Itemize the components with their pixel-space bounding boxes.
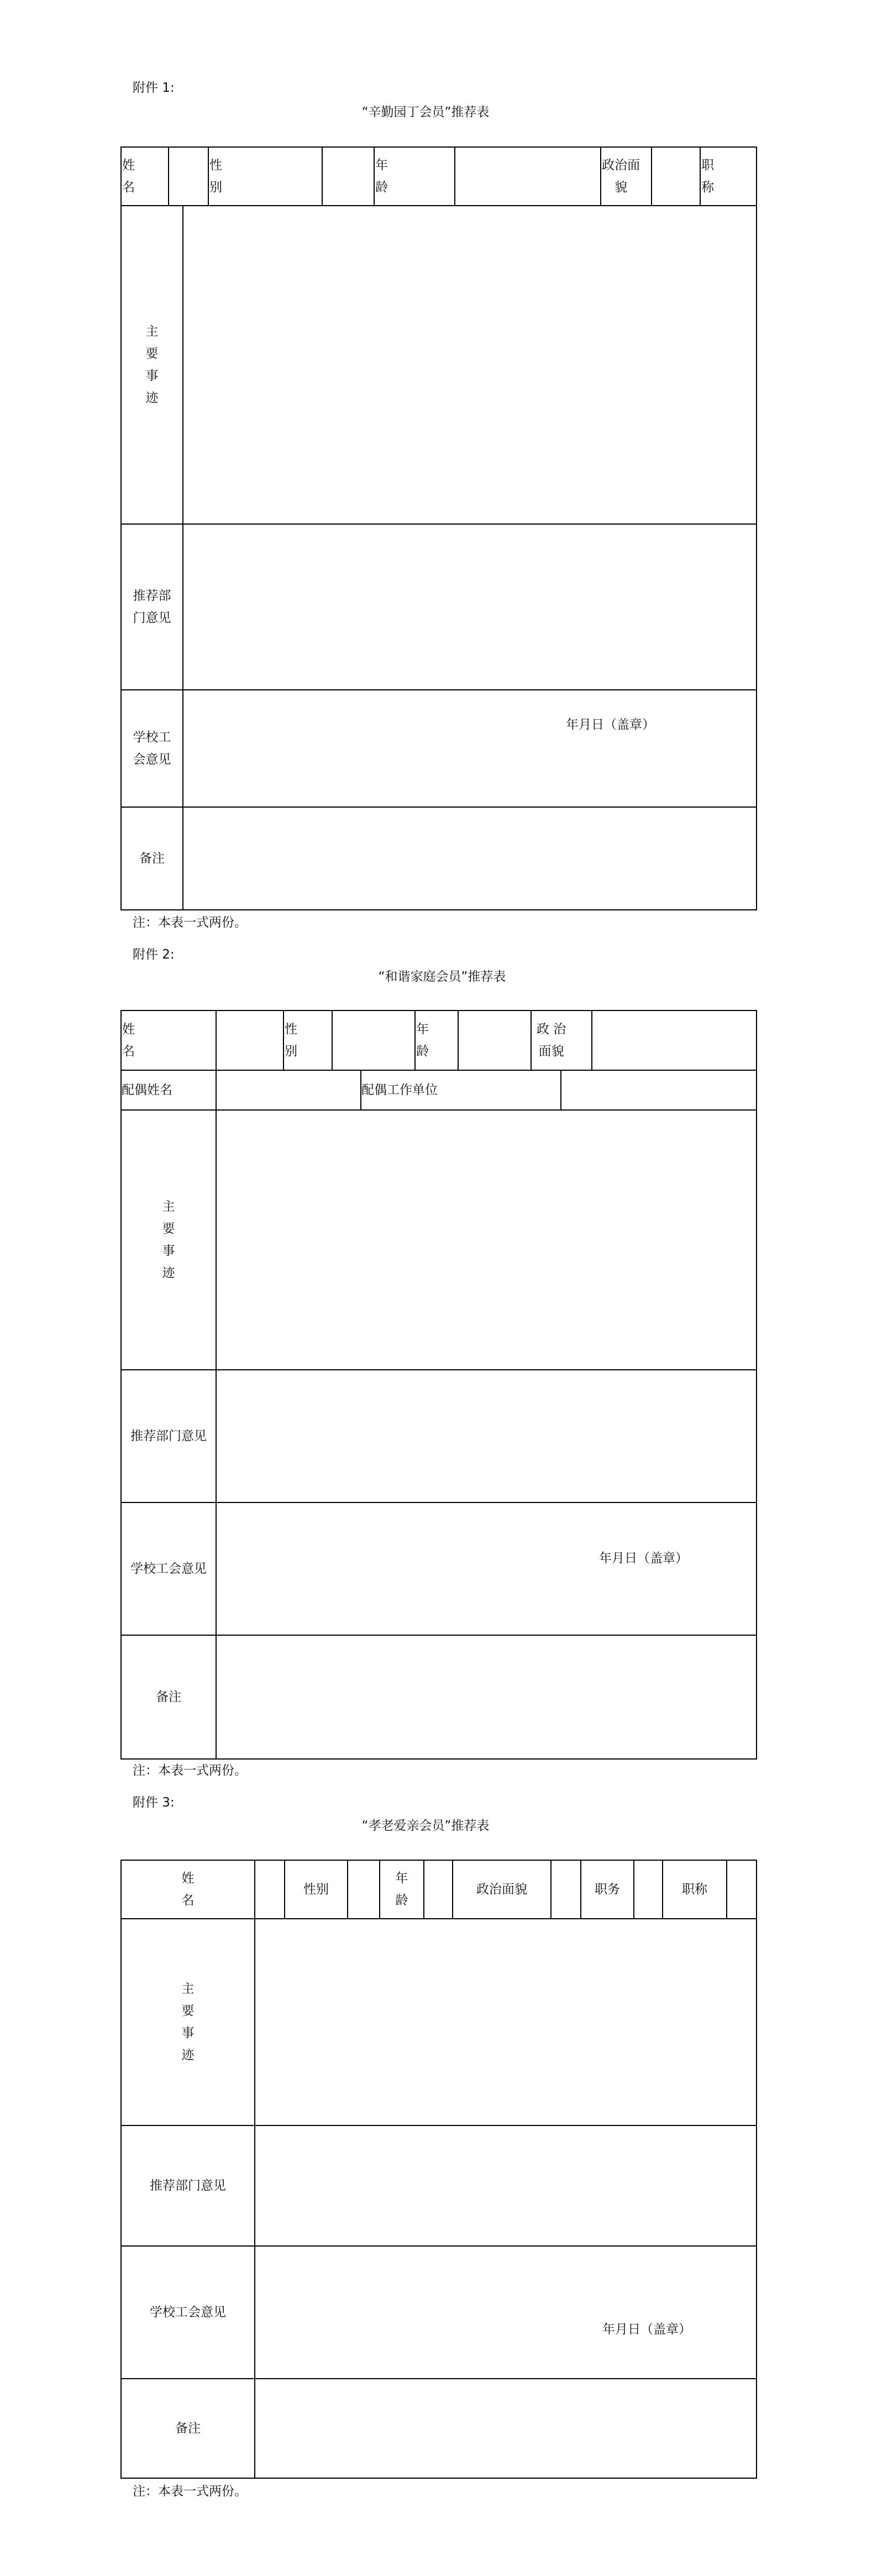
form-title-1: “辛勤园丁会员”推荐表 xyxy=(361,105,490,119)
main-deeds-field[interactable] xyxy=(255,1919,757,2125)
union-opinion-field[interactable] xyxy=(255,2246,757,2379)
department-opinion-label: 推荐部门意见 xyxy=(121,524,183,690)
spouse-table-2 xyxy=(120,1070,757,1111)
note-1: 注：本表一式两份。 xyxy=(133,915,247,930)
title-rank-label: 职称 xyxy=(663,1860,727,1919)
attachment-label-1: 附件 1: xyxy=(133,81,175,95)
political-status-label: 政治面貌 xyxy=(453,1860,551,1919)
attachment-label-3: 附件 3: xyxy=(133,1795,175,1810)
title-rank-field[interactable] xyxy=(727,1860,757,1919)
name-field[interactable] xyxy=(169,147,208,206)
note-2: 注：本表一式两份。 xyxy=(133,1763,247,1778)
stamp-text: 年月日（盖章） xyxy=(599,1551,688,1566)
stamp-text: 年月日（盖章） xyxy=(566,718,655,732)
remarks-field[interactable] xyxy=(255,2379,757,2478)
political-status-label: 政 治面貌 xyxy=(531,1010,592,1070)
main-deeds-label: 主要事迹 xyxy=(121,1110,216,1370)
remarks-label: 备注 xyxy=(121,1635,216,1759)
spouse-work-field[interactable] xyxy=(561,1070,757,1110)
note-3: 注：本表一式两份。 xyxy=(133,2484,247,2499)
form-title-3: “孝老爱亲会员”推荐表 xyxy=(361,1819,490,1833)
age-field[interactable] xyxy=(424,1860,453,1919)
title-rank-label: 职称 xyxy=(700,147,757,206)
political-status-field[interactable] xyxy=(551,1860,581,1919)
form-table-2 xyxy=(120,1010,757,1071)
political-status-label: 政治面貌 xyxy=(601,147,652,206)
name-label: 姓名 xyxy=(121,1860,255,1919)
union-opinion-label: 学校工会意见 xyxy=(121,2246,255,2379)
political-status-field[interactable] xyxy=(652,147,700,206)
name-field[interactable] xyxy=(216,1010,283,1070)
spouse-name-field[interactable] xyxy=(216,1070,361,1110)
gender-field[interactable] xyxy=(322,147,374,206)
department-opinion-field[interactable] xyxy=(255,2125,757,2246)
gender-label: 性别 xyxy=(285,1860,348,1919)
union-opinion-field[interactable] xyxy=(183,690,757,807)
department-opinion-label: 推荐部门意见 xyxy=(121,2125,255,2246)
department-opinion-label: 推荐部门意见 xyxy=(121,1370,216,1502)
main-deeds-field[interactable] xyxy=(216,1110,757,1370)
political-status-field[interactable] xyxy=(592,1010,757,1070)
department-opinion-field[interactable] xyxy=(216,1370,757,1502)
name-label: 姓名 xyxy=(121,147,169,206)
form-table-1 xyxy=(120,146,757,206)
stamp-text: 年月日（盖章） xyxy=(602,2322,691,2337)
main-deeds-label: 主要事迹 xyxy=(121,1919,255,2125)
gender-field[interactable] xyxy=(348,1860,380,1919)
remarks-label: 备注 xyxy=(121,807,183,910)
form-body-table-1 xyxy=(120,205,757,910)
gender-label: 性别 xyxy=(283,1010,332,1070)
age-label: 年龄 xyxy=(380,1860,424,1919)
age-label: 年龄 xyxy=(415,1010,458,1070)
union-opinion-field[interactable] xyxy=(216,1502,757,1635)
remarks-field[interactable] xyxy=(216,1635,757,1759)
remarks-label: 备注 xyxy=(121,2379,255,2478)
form-body-table-2 xyxy=(120,1109,757,1760)
spouse-name-label: 配偶姓名 xyxy=(121,1070,216,1110)
age-label: 年龄 xyxy=(374,147,455,206)
gender-field[interactable] xyxy=(332,1010,415,1070)
name-field[interactable] xyxy=(255,1860,285,1919)
remarks-field[interactable] xyxy=(183,807,757,910)
union-opinion-label: 学校工会意见 xyxy=(121,1502,216,1635)
department-opinion-field[interactable] xyxy=(183,524,757,690)
attachment-label-2: 附件 2: xyxy=(133,947,175,962)
union-opinion-label: 学校工会意见 xyxy=(121,690,183,807)
name-label: 姓名 xyxy=(121,1010,216,1070)
gender-label: 性别 xyxy=(208,147,322,206)
form-body-table-3 xyxy=(120,1918,757,2479)
main-deeds-label: 主要事迹 xyxy=(121,206,183,524)
age-field[interactable] xyxy=(455,147,601,206)
age-field[interactable] xyxy=(458,1010,531,1070)
position-label: 职务 xyxy=(581,1860,634,1919)
spouse-work-label: 配偶工作单位 xyxy=(361,1070,561,1110)
main-deeds-field[interactable] xyxy=(183,206,757,524)
form-table-3 xyxy=(120,1860,757,1919)
form-title-2: “和谐家庭会员”推荐表 xyxy=(378,970,506,984)
position-field[interactable] xyxy=(634,1860,663,1919)
